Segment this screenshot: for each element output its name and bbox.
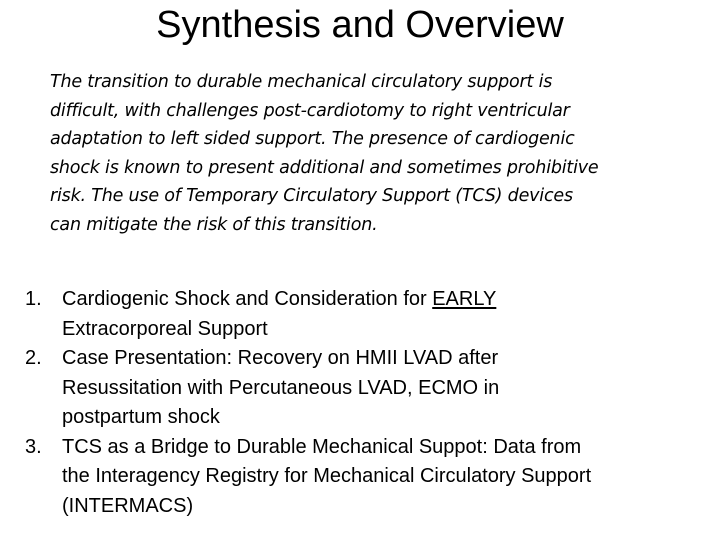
- intro-line: difficult, with challenges post-cardiotomy to right ventricular: [50, 100, 570, 121]
- intro-line: can mitigate the risk of this transition.: [50, 214, 378, 235]
- topic-item-1: [0, 285, 720, 344]
- topic-number: 3.: [25, 435, 42, 458]
- topic-text: Cardiogenic Shock and Consideration for: [62, 288, 433, 310]
- topic-number: 2.: [25, 347, 42, 369]
- early-emphasis: EARLY: [432, 288, 497, 310]
- topic-line: postpartum shock: [62, 406, 220, 428]
- intro-paragraph: [50, 68, 690, 239]
- topic-line: TCS as a Bridge to Durable Mechanical Suppot: Data from: [62, 435, 582, 458]
- topic-number: 1.: [25, 288, 42, 310]
- topic-line: Extracorporeal Support: [62, 317, 268, 340]
- topic-item-3: [0, 433, 720, 522]
- intro-line: risk. The use of Temporary Circulatory Support (TCS) devices: [50, 186, 573, 206]
- topic-line: Case Presentation: Recovery on HMII LVAD after: [62, 347, 499, 369]
- topic-line: (INTERMACS): [62, 494, 194, 517]
- intro-line: The transition to durable mechanical circulatory support is: [50, 72, 553, 92]
- topic-line: [62, 285, 720, 315]
- intro-line: shock is known to present additional and sometimes prohibitive: [50, 157, 599, 178]
- topic-list: [0, 285, 720, 521]
- topic-item-2: [0, 344, 720, 433]
- topic-line: the Interagency Registry for Mechanical Circulatory Support: [62, 465, 592, 487]
- intro-line: adaptation to left sided support. The presence of cardiogenic: [50, 129, 575, 149]
- slide-title: Synthesis and Overview: [156, 4, 564, 46]
- topic-line: Resussitation with Percutaneous LVAD, ECMO in: [62, 376, 500, 399]
